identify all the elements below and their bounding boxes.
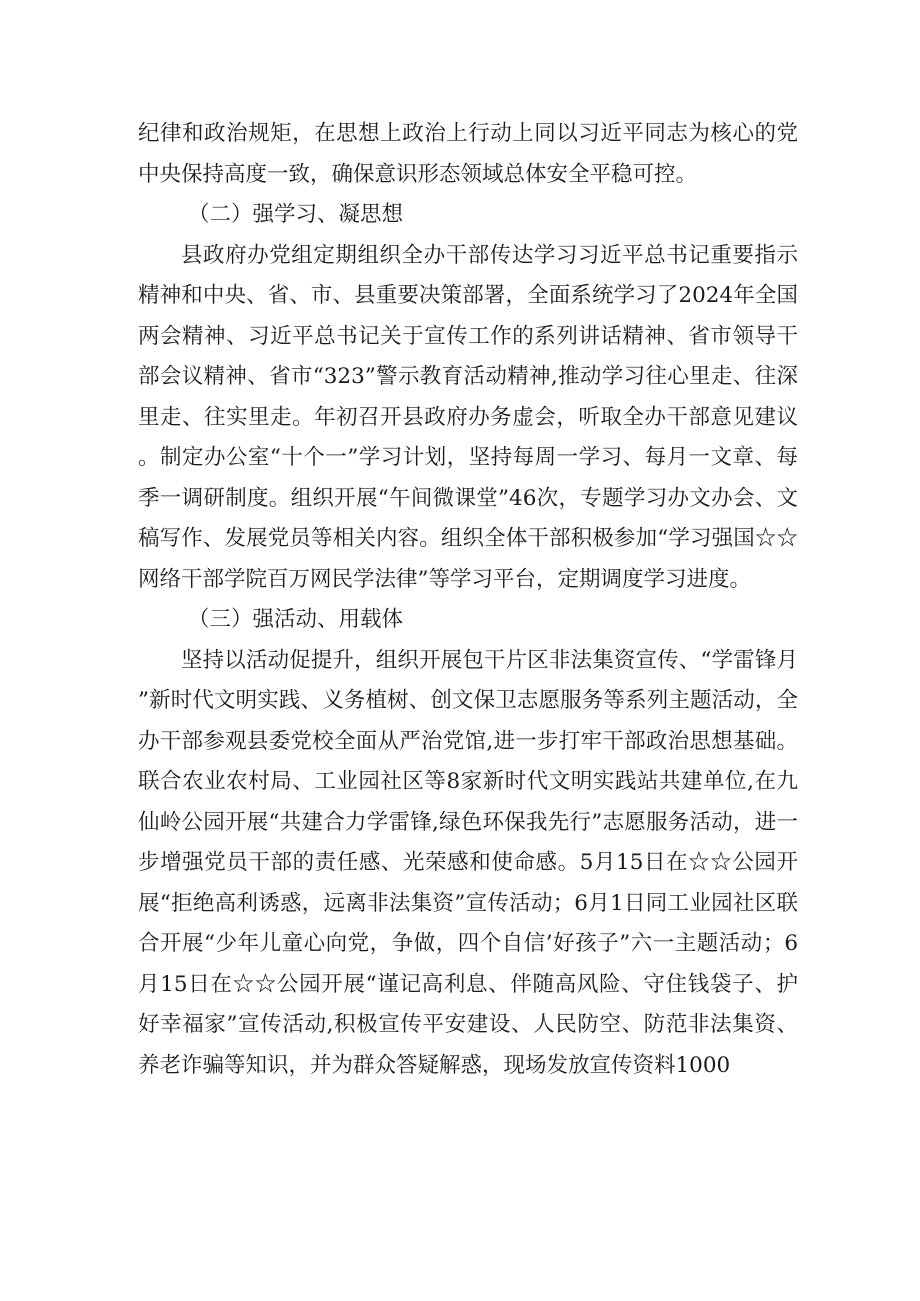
paragraph-activities: 坚持以活动促提升，组织开展包干片区非法集资宣传、“学雷锋月”新时代文明实践、义务植树、创文保卫志愿服务等系列主题活动，全办干部参观县委党校全面从严治党馆,进一步打牢干部政治思想基础。联合农业农村局、工业园社区等8家新时代文明实践站共建单位,在九仙岭公园开展“共建合力学雷锋,绿色环保我先行”志愿服务活动，进一步增强党员干部的责任感、光荣感和使命感。5月15日在☆☆公园开展“拒绝高利诱惑，远离非法集资”宣传活动；6月1日同工业园社区联合开展“少年儿童心向党，争做，四个自信’好孩子”六一主题活动；6月15日在☆☆公园开展“谨记高利息、伴随高风险、守住钱袋子、护好幸福家”宣传活动,积极宣传平安建设、人民防空、防范非法集资、养老诈骗等知识，并为群众答疑解惑，现场发放宣传资料1000: [138, 647, 798, 1078]
document-body: [138, 114, 798, 1086]
paragraph-continuation: 纪律和政治规矩，在思想上政治上行动上同以习近平同志为核心的党中央保持高度一致，确保意识形态领域总体安全平稳可控。: [138, 121, 798, 187]
section-heading-activities: （三）强活动、用载体: [188, 607, 404, 632]
paragraph-study: 县政府办党组定期组织全办干部传达学习习近平总书记重要指示精神和中央、省、市、县重要决策部署，全面系统学习了2024年全国两会精神、习近平总书记关于宣传工作的系列讲话精神、省市领导干部会议精神、省市“323”警示教育活动精神,推动学习往心里走、往深里走、往实里走。年初召开县政府办务虚会，听取全办干部意见建议。制定办公室“十个一”学习计划，坚持每周一学习、每月一文章、每季一调研制度。组织开展“午间微课堂”46次，专题学习办文办会、文稿写作、发展党员等相关内容。组织全体干部积极参加“学习强国☆☆网络干部学院百万网民学法律”等学习平台，定期调度学习进度。: [138, 242, 798, 592]
section-heading-study: （二）强学习、凝思想: [188, 202, 404, 227]
